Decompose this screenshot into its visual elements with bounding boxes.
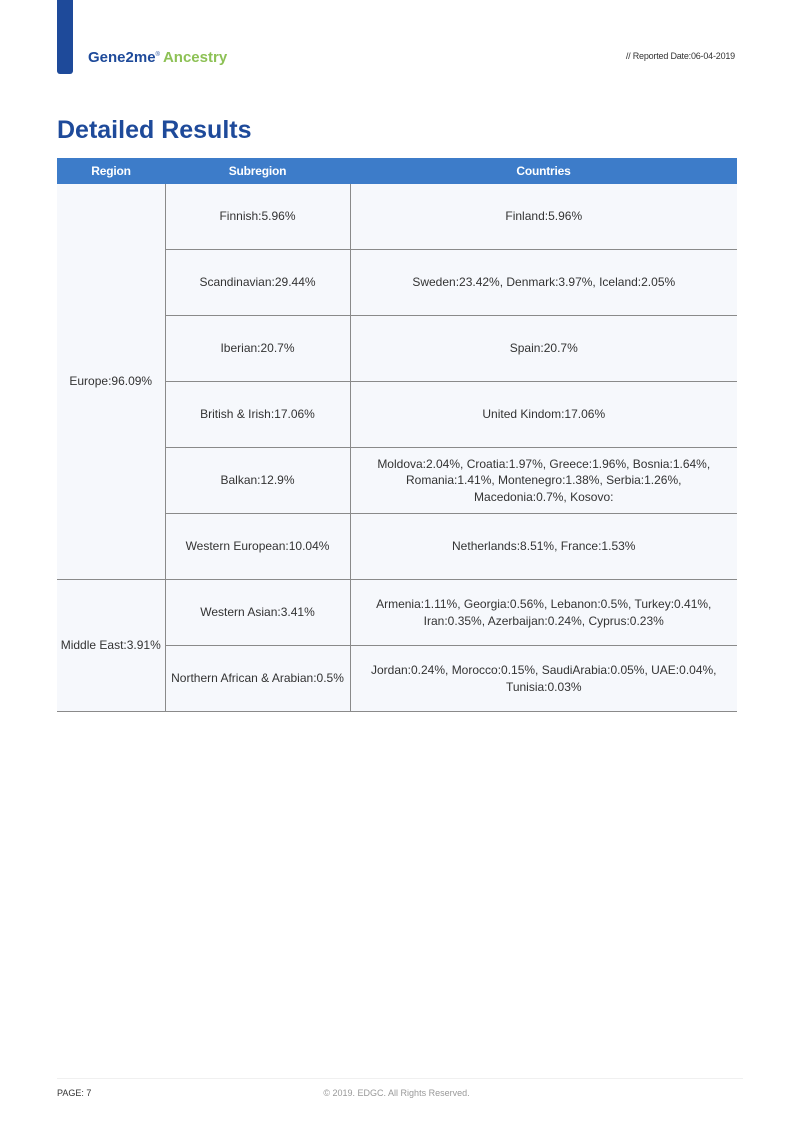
logo-product: Ancestry (162, 49, 228, 66)
copyright: © 2019. EDGC. All Rights Reserved. (323, 1088, 470, 1098)
region-cell: Middle East:3.91% (57, 580, 165, 712)
countries-cell: United Kindom:17.06% (350, 382, 737, 448)
subregion-cell: Northern African & Arabian:0.5% (165, 646, 350, 712)
table-row (57, 184, 737, 250)
countries-cell: Moldova:2.04%, Croatia:1.97%, Greece:1.96%, Bosnia:1.64%, Romania:1.41%, Montenegro:1.38%, Serbia:1.26%, Macedonia:0.7%, Kosovo: (350, 448, 737, 514)
footer-divider (57, 1078, 743, 1079)
countries-cell: Sweden:23.42%, Denmark:3.97%, Iceland:2.05% (350, 250, 737, 316)
subregion-cell: British & Irish:17.06% (165, 382, 350, 448)
subregion-cell: Western Asian:3.41% (165, 580, 350, 646)
countries-cell: Finland:5.96% (350, 184, 737, 250)
reported-date: // Reported Date:06-04-2019 (625, 51, 735, 61)
countries-cell: Armenia:1.11%, Georgia:0.56%, Lebanon:0.5%, Turkey:0.41%, Iran:0.35%, Azerbaijan:0.24%, Cyprus:0.23% (350, 580, 737, 646)
page-title: Detailed Results (57, 116, 252, 144)
header-countries: Countries (350, 158, 737, 184)
countries-cell: Spain:20.7% (350, 316, 737, 382)
subregion-cell: Scandinavian:29.44% (165, 250, 350, 316)
subregion-cell: Balkan:12.9% (165, 448, 350, 514)
countries-cell: Netherlands:8.51%, France:1.53% (350, 514, 737, 580)
subregion-cell: Iberian:20.7% (165, 316, 350, 382)
logo-brand: Gene2me (88, 49, 156, 66)
header-accent-bar (57, 0, 73, 74)
logo-registered-mark: ® (155, 52, 160, 58)
subregion-cell: Western European:10.04% (165, 514, 350, 580)
countries-cell: Jordan:0.24%, Morocco:0.15%, SaudiArabia:0.05%, UAE:0.04%, Tunisia:0.03% (350, 646, 737, 712)
header-region: Region (57, 158, 165, 184)
page-number: PAGE: 7 (57, 1088, 92, 1098)
header-subregion: Subregion (165, 158, 350, 184)
logo (88, 49, 227, 66)
table-row (57, 580, 737, 646)
region-cell: Europe:96.09% (57, 184, 165, 580)
subregion-cell: Finnish:5.96% (165, 184, 350, 250)
detailed-results-table (57, 158, 737, 712)
table-header-row (57, 158, 737, 184)
